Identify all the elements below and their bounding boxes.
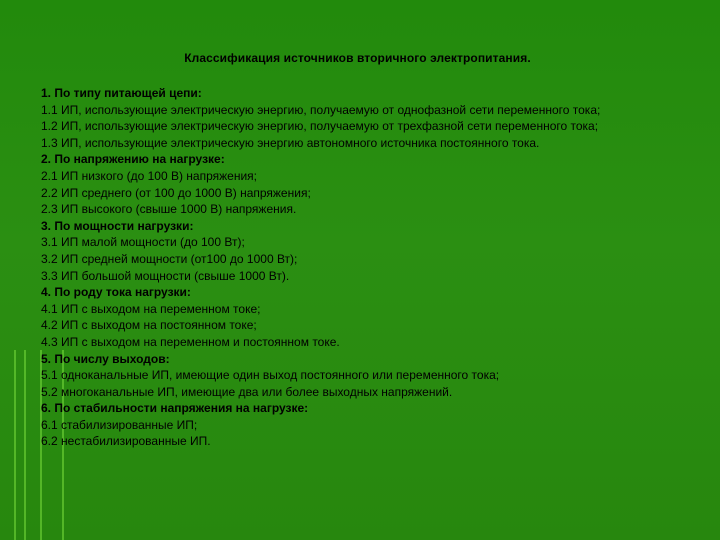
list-item: 4.2 ИП с выходом на постоянном токе;: [41, 318, 257, 333]
list-item: 2.3 ИП высокого (свыше 1000 В) напряжения.: [41, 202, 297, 217]
list-item: 6.2 нестабилизированные ИП.: [41, 434, 211, 449]
list-item: 1.1 ИП, использующие электрическую энергию, получаемую от однофазной сети переменного тока;: [41, 102, 601, 117]
section-heading: 2. По напряжению на нагрузке:: [41, 152, 225, 167]
stripe-line: [24, 350, 26, 540]
section-heading: 4. По роду тока нагрузки:: [41, 285, 191, 300]
list-item: 3.3 ИП большой мощности (свыше 1000 Вт).: [41, 268, 290, 283]
section-heading: 5. По числу выходов:: [41, 351, 170, 366]
section-heading: 3. По мощности нагрузки:: [41, 218, 194, 233]
list-item: 5.1 одноканальные ИП, имеющие один выход постоянного или переменного тока;: [41, 368, 500, 383]
list-item: 6.1 стабилизированные ИП;: [41, 417, 198, 432]
list-item: 1.3 ИП, использующие электрическую энергию автономного источника постоянного тока.: [41, 135, 540, 150]
list-item: 3.1 ИП малой мощности (до 100 Вт);: [41, 235, 245, 250]
classification-list: [41, 85, 674, 450]
list-item: 1.2 ИП, использующие электрическую энергию, получаемую от трехфазной сети переменного тока;: [41, 119, 599, 134]
list-item: 3.2 ИП средней мощности (от100 до 1000 Вт);: [41, 251, 298, 266]
list-item: 4.3 ИП с выходом на переменном и постоянном токе.: [41, 334, 340, 349]
list-item: 2.2 ИП среднего (от 100 до 1000 В) напряжения;: [41, 185, 311, 200]
list-item: 5.2 многоканальные ИП, имеющие два или более выходных напряжений.: [41, 384, 453, 399]
slide-title: Классификация источников вторичного электропитания.: [184, 51, 531, 65]
stripe-line: [14, 350, 16, 540]
section-heading: 6. По стабильности напряжения на нагрузке:: [41, 401, 309, 416]
list-item: 2.1 ИП низкого (до 100 В) напряжения;: [41, 168, 258, 183]
section-heading: 1. По типу питающей цепи:: [41, 86, 202, 100]
list-item: 4.1 ИП с выходом на переменном токе;: [41, 301, 261, 316]
